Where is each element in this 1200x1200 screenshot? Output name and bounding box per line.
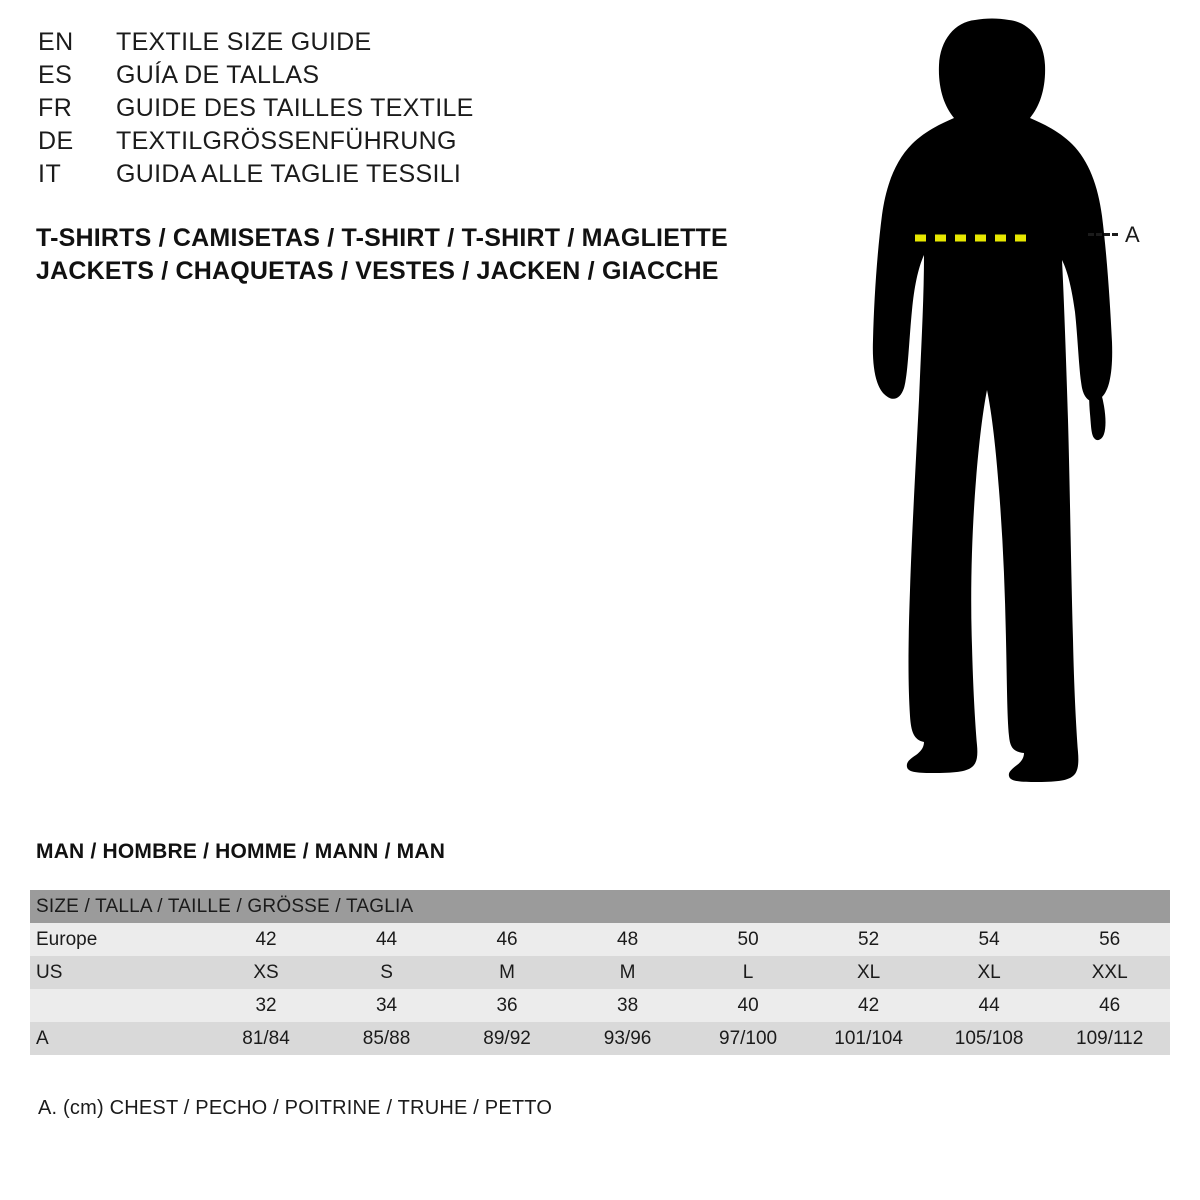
table-row — [30, 1022, 1170, 1055]
footnote-chest-measure: A. (cm) CHEST / PECHO / POITRINE / TRUHE / PETTO — [38, 1097, 553, 1119]
size-table — [30, 890, 1170, 1055]
table-row — [30, 956, 1170, 989]
silhouette-icon — [820, 10, 1180, 800]
table-cell: 42 — [858, 994, 880, 1016]
table-cell: XL — [856, 961, 881, 983]
table-cell: 34 — [375, 994, 398, 1016]
garment-category-tshirts: T-SHIRTS / CAMISETAS / T-SHIRT / T-SHIRT / MAGLIETTE — [36, 224, 728, 252]
row-label-europe: Europe — [36, 928, 98, 950]
table-cell: 44 — [978, 994, 1000, 1016]
language-header-block — [38, 28, 758, 193]
table-cell: 42 — [255, 928, 277, 950]
garment-category-block — [36, 222, 728, 288]
table-cell: XS — [253, 961, 279, 983]
language-code: EN — [38, 28, 74, 56]
table-section-title: MAN / HOMBRE / HOMME / MANN / MAN — [36, 840, 446, 863]
table-cell: 89/92 — [483, 1027, 531, 1049]
table-cell: 93/96 — [603, 1027, 652, 1049]
table-cell: 36 — [496, 994, 518, 1016]
table-cell: 109/112 — [1076, 1027, 1144, 1049]
table-cell: 54 — [978, 928, 1000, 950]
language-title: GUÍA DE TALLAS — [116, 61, 320, 89]
table-cell: L — [742, 961, 754, 983]
language-code: DE — [38, 127, 74, 155]
language-row — [38, 94, 758, 127]
language-code: FR — [38, 94, 73, 122]
language-row — [38, 127, 758, 160]
table-cell: S — [380, 961, 393, 983]
body-silhouette-figure — [820, 10, 1180, 800]
measure-leader-line — [1088, 233, 1118, 236]
table-cell: 101/104 — [834, 1027, 903, 1049]
table-cell: 32 — [255, 994, 277, 1016]
table-cell: 40 — [737, 994, 759, 1016]
table-header-label: SIZE / TALLA / TAILLE / GRÖSSE / TAGLIA — [36, 895, 414, 917]
table-cell: 105/108 — [954, 1027, 1024, 1049]
row-label-a: A — [36, 1027, 49, 1049]
table-cell: M — [499, 961, 515, 983]
language-row — [38, 160, 758, 193]
measure-label-a: A — [1125, 222, 1140, 247]
table-row — [30, 989, 1170, 1022]
language-title: GUIDE DES TAILLES TEXTILE — [116, 94, 474, 122]
table-cell: 46 — [496, 928, 518, 950]
language-code: IT — [38, 160, 62, 188]
garment-category-jackets: JACKETS / CHAQUETAS / VESTES / JACKEN / GIACCHE — [36, 257, 719, 285]
row-label-blank — [30, 989, 206, 1022]
table-cell: 81/84 — [242, 1027, 290, 1049]
table-cell: 97/100 — [719, 1027, 778, 1049]
table-cell: 38 — [617, 994, 639, 1016]
table-header-row — [30, 890, 1170, 923]
table-cell: 50 — [737, 928, 759, 950]
table-cell: 48 — [617, 928, 639, 950]
language-row — [38, 28, 758, 61]
language-title: TEXTILGRÖSSENFÜHRUNG — [116, 127, 457, 155]
table-cell: 85/88 — [362, 1027, 411, 1049]
table-cell: 46 — [1099, 994, 1121, 1016]
table-cell: XXL — [1091, 961, 1128, 983]
language-code: ES — [38, 61, 73, 89]
table-cell: 56 — [1099, 928, 1121, 950]
table-cell: 52 — [858, 928, 880, 950]
table-row — [30, 923, 1170, 956]
language-title: GUIDA ALLE TAGLIE TESSILI — [116, 160, 462, 188]
row-label-us: US — [36, 961, 63, 983]
table-cell: 44 — [375, 928, 398, 950]
language-row — [38, 61, 758, 94]
language-title: TEXTILE SIZE GUIDE — [116, 28, 372, 56]
table-cell: M — [619, 961, 636, 983]
table-cell: XL — [977, 961, 1001, 983]
